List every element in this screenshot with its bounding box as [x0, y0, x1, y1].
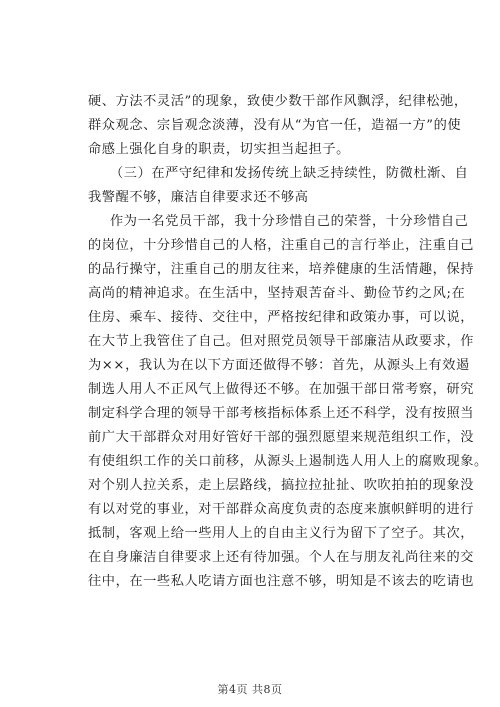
text-line: 作为一名党员干部，我十分珍惜自己的荣誉，十分珍惜自己: [110, 214, 469, 229]
text-line: 抵制，客观上给一些用人上的自由主义行为留下了空子。其次，: [88, 526, 475, 541]
page-number-footer: 第4页 共8页: [217, 683, 283, 696]
text-line: 为××，我认为在以下方面还做得不够：首先，从源头上有效遏: [88, 358, 470, 373]
text-line: 命感上强化自身的职责，切实担当起担子。: [88, 142, 350, 157]
text-line: 对个别人拉关系，走上层路线，搞拉拉扯扯、吹吹拍拍的现象没: [88, 478, 475, 493]
text-line: 有使组织工作的关口前移，从源头上遏制选人用人上的腐败现象。: [88, 454, 488, 469]
section-heading-line: 我警醒不够，廉洁自律要求还不够高: [88, 190, 309, 205]
text-line: 住房、乘车、接待、交往中，严格按纪律和政策办事，可以说，: [88, 310, 475, 325]
body-text: [88, 90, 488, 594]
text-line: 在自身廉洁自律要求上还有待加强。个人在与朋友礼尚往来的交: [88, 550, 475, 565]
text-line: 在大节上我管住了自己。但对照党员领导干部廉洁从政要求，作: [88, 334, 475, 349]
text-line: 高尚的精神追求。在生活中，坚持艰苦奋斗、勤俭节约之风;在: [88, 286, 466, 301]
text-line: 群众观念、宗旨观念淡薄，没有从“为官一任，造福一方”的使: [88, 118, 462, 133]
text-line: 制定科学合理的领导干部考核指标体系上还不科学，没有按照当: [88, 406, 475, 421]
section-heading-line: （三）在严守纪律和发扬传统上缺乏持续性，防微杜渐、自: [110, 166, 469, 181]
text-line: 的品行操守，注重自己的朋友往来，培养健康的生活情趣，保持: [88, 262, 475, 277]
text-line: 硬、方法不灵活”的现象，致使少数干部作风飘浮，纪律松弛，: [88, 94, 468, 109]
text-line: 的岗位，十分珍惜自己的人格，注重自己的言行举止，注重自己: [88, 238, 475, 253]
text-line: 前广大干部群众对用好管好干部的强烈愿望来规范组织工作，没: [88, 430, 475, 445]
text-line: 往中，在一些私人吃请方面也注意不够，明知是不该去的吃请也: [88, 574, 475, 589]
text-line: 制选人用人不正风气上做得还不够。在加强干部日常考察，研究: [88, 382, 475, 397]
text-line: 有以对党的事业，对干部群众高度负责的态度来旗帜鲜明的进行: [88, 502, 475, 517]
